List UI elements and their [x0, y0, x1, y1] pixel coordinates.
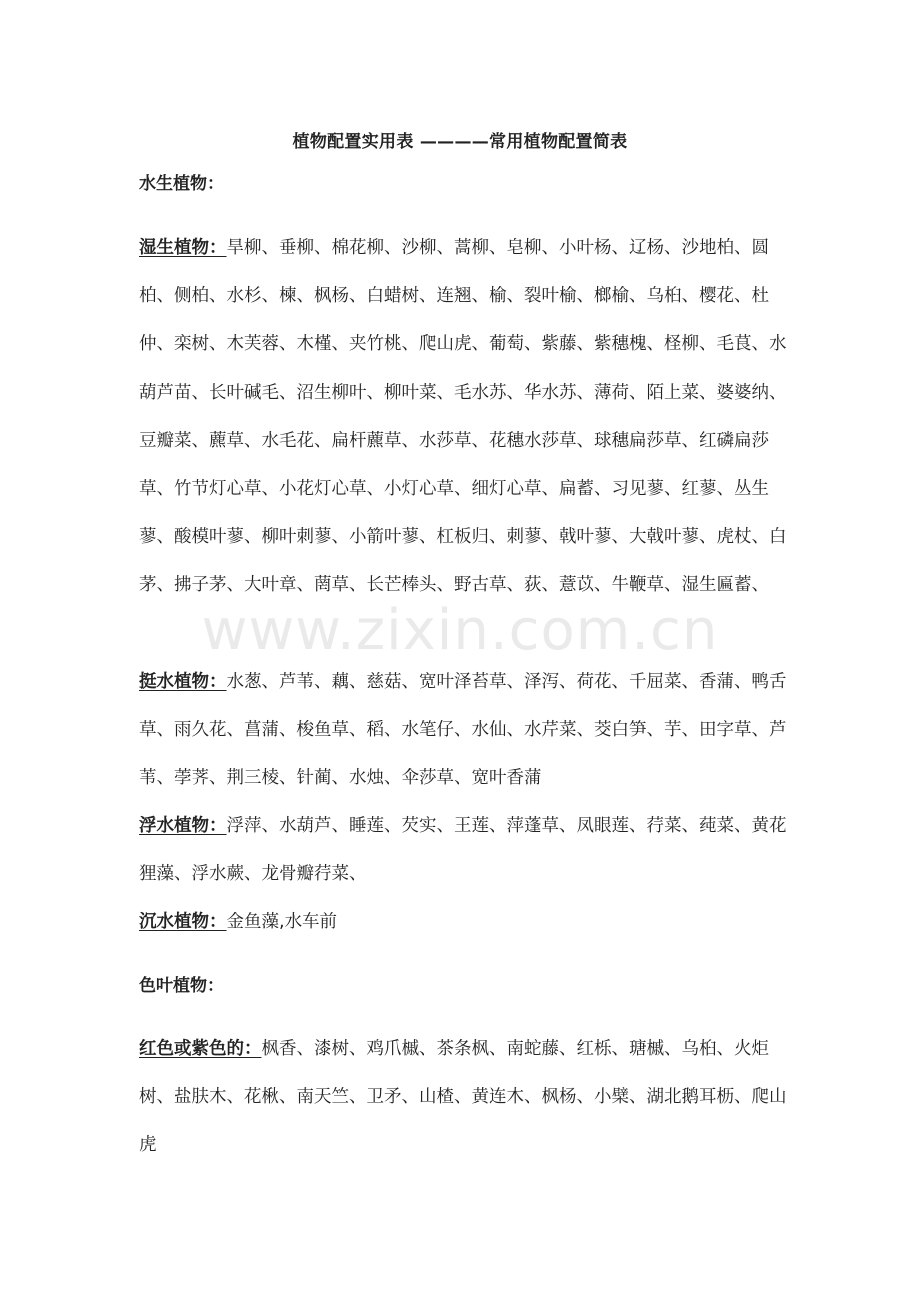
text-submerged-plants: 金鱼藻,水车前: [226, 912, 338, 932]
paragraph-red-purple: [139, 1025, 799, 1170]
text-floating-plants: 浮萍、水葫芦、睡莲、芡实、王莲、萍蓬草、凤眼莲、荇菜、莼菜、黄花狸藻、浮水蕨、龙骨瓣荇菜、: [139, 816, 787, 885]
paragraph-emergent-plants: [139, 658, 799, 803]
section-heading-colored-leaf: 色叶植物：: [139, 976, 224, 996]
text-red-purple: 枫香、漆树、鸡爪槭、茶条枫、南蛇藤、红栎、瑭槭、乌桕、火炬树、盐肤木、花楸、南天竺、卫矛、山楂、黄连木、枫杨、小檗、湖北鹅耳枥、爬山虎: [139, 1039, 787, 1156]
section-heading-aquatic: 水生植物：: [139, 174, 224, 194]
paragraph-wet-plants: [139, 224, 799, 610]
page-title: 植物配置实用表 ————常用植物配置简表: [292, 132, 628, 152]
label-submerged-plants: 沉水植物：: [139, 912, 227, 932]
text-emergent-plants: 水葱、芦苇、藕、慈菇、宽叶泽苔草、泽泻、荷花、千屈菜、香蒲、鸭舌草、雨久花、菖蒲、梭鱼草、稻、水笔仔、水仙、水芹菜、茭白笋、芋、田字草、芦苇、荸荠、荆三棱、针蔺、水烛、伞莎草、宽叶香蒲: [139, 672, 787, 789]
label-wet-plants: 湿生植物：: [139, 238, 227, 258]
paragraph-submerged-plants: [139, 898, 799, 946]
label-red-purple: 红色或紫色的：: [139, 1039, 262, 1059]
label-floating-plants: 浮水植物：: [139, 816, 227, 836]
label-emergent-plants: 挺水植物：: [139, 672, 227, 692]
paragraph-floating-plants: [139, 802, 799, 898]
watermark: www.zixin.com.cn: [201, 598, 719, 663]
text-wet-plants: 旱柳、垂柳、棉花柳、沙柳、蒿柳、皂柳、小叶杨、辽杨、沙地柏、圆柏、侧柏、水杉、楝、枫杨、白蜡树、连翘、榆、裂叶榆、榔榆、乌桕、樱花、杜仲、栾树、木芙蓉、木槿、夹竹桃、爬山虎、葡萄、紫藤、紫穗槐、柽柳、毛茛、水葫芦苗、长叶碱毛、沼生柳叶、柳叶菜、毛水苏、华水苏、薄荷、陌上菜、婆婆纳、豆瓣菜、藨草、水毛花、扁杆藨草、水莎草、花穗水莎草、球穗扁莎草、红磷扁莎草、竹节灯心草、小花灯心草、小灯心草、细灯心草、扁蓄、习见蓼、红蓼、丛生蓼、酸模叶蓼、柳叶刺蓼、小箭叶蓼、杠板归、刺蓼、戟叶蓼、大戟叶蓼、虎杖、白茅、拂子茅、大叶章、菵草、长芒棒头、野古草、荻、薏苡、牛鞭草、湿生匾蓄、: [139, 238, 787, 596]
